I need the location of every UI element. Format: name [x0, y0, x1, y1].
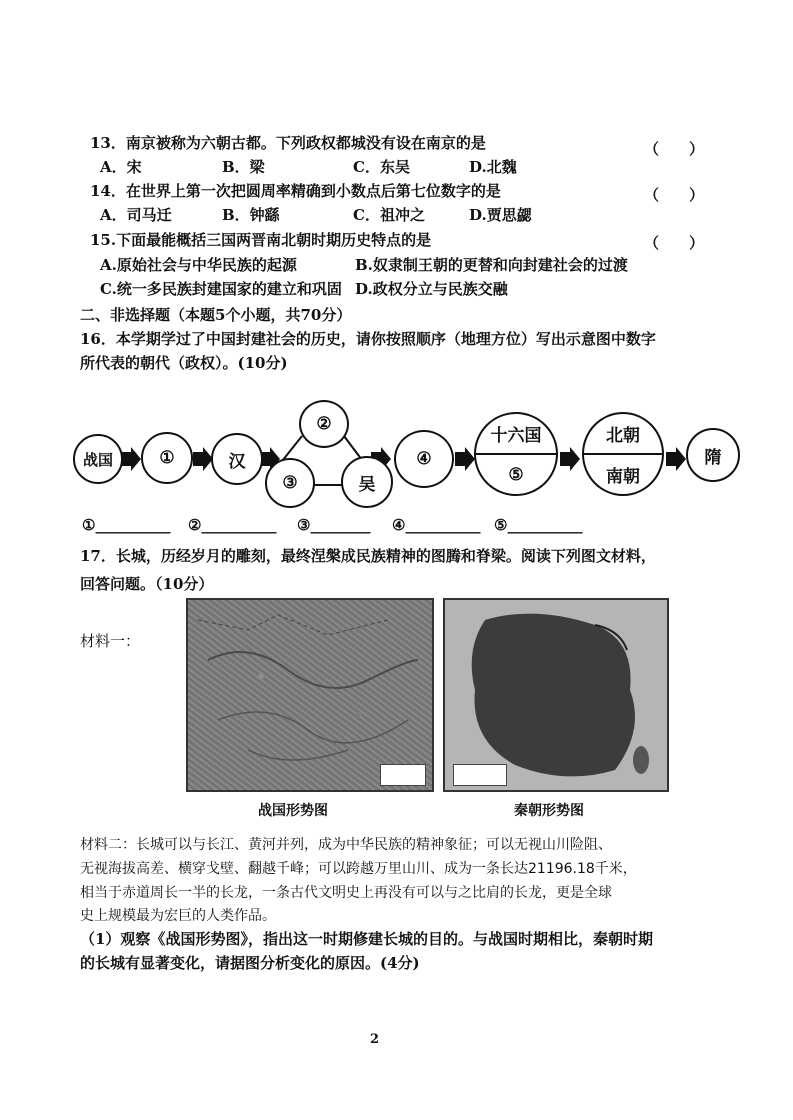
q14-option-c[interactable]: C．祖冲之 — [353, 206, 425, 224]
node-han: 汉 — [211, 433, 263, 485]
sub1-line1: （1）观察《战国形势图》，指出这一时期修建长城的目的。与战国时期相比，秦朝时期 — [80, 930, 653, 948]
answer-blank-5[interactable]: ⑤__________ — [494, 516, 583, 534]
q13-option-d[interactable]: D.北魏 — [469, 158, 517, 176]
node-sixteen-kingdoms — [474, 412, 558, 496]
node-sui: 隋 — [686, 428, 740, 482]
q16-stem-line2: 所代表的朝代（政权）。(10分) — [80, 354, 288, 372]
node-blank-3: ③ — [265, 458, 315, 508]
arrow-icon-6 — [560, 447, 580, 471]
answer-blank-2[interactable]: ②__________ — [188, 516, 277, 534]
qin-dynasty-map-image — [443, 598, 669, 792]
arrow-icon-1 — [121, 447, 141, 471]
node-beichao: 北朝 — [584, 414, 662, 455]
material1-label: 材料一： — [80, 632, 141, 650]
q17-stem-line1: 17．长城，历经岁月的雕刻，最终涅槃成民族精神的图腾和脊梁。阅读下列图文材料， — [80, 547, 656, 565]
q15-option-a[interactable]: A.原始社会与中华民族的起源 — [100, 256, 297, 274]
q15-option-c[interactable]: C.统一多民族封建国家的建立和巩固 — [100, 280, 342, 298]
q16-stem-line1: 16．本学期学过了中国封建社会的历史，请你按照顺序（地理方位）写出示意图中数字 — [80, 330, 656, 348]
node-wu: 吴 — [341, 456, 393, 508]
q13-stem: 13．南京被称为六朝古都。下列政权都城没有设在南京的是 — [90, 134, 486, 152]
q13-option-b[interactable]: B．梁 — [222, 158, 265, 176]
q13-option-a[interactable]: A．宋 — [100, 158, 142, 176]
q15-option-d[interactable]: D.政权分立与民族交融 — [355, 280, 508, 298]
node-blank-4: ④ — [394, 430, 454, 488]
material2-line2: 无视海拔高差、横穿戈壁、翻越千峰；可以跨越万里山川、成为一条长达21196.18千米， — [80, 861, 637, 877]
q15-option-b[interactable]: B.奴隶制王朝的更替和向封建社会的过渡 — [355, 256, 628, 274]
node-blank-5: ⑤ — [508, 464, 524, 485]
q14-option-b[interactable]: B．钟繇 — [222, 206, 280, 224]
node-blank-1: ① — [141, 432, 193, 484]
q13-answer-paren[interactable]: （ ） — [644, 140, 705, 158]
material2-line3: 相当于赤道周长一半的长龙，一条古代文明史上再没有可以与之比肩的长龙，更是全球 — [80, 885, 612, 901]
warring-states-map-image — [186, 598, 434, 792]
map2-shape — [445, 600, 667, 790]
q17-stem-line2: 回答问题。（10分） — [80, 575, 214, 593]
arrow-icon-5 — [455, 447, 475, 471]
material2-line4: 史上规模最为宏巨的人类作品。 — [80, 908, 276, 924]
qin-map-caption: 秦朝形势图 — [514, 803, 584, 819]
q14-option-d[interactable]: D.贾思勰 — [469, 206, 532, 224]
section-heading: 二、非选择题（本题5个小题，共70分） — [80, 306, 352, 324]
node-sixteen-kingdoms-label: 十六国 — [476, 414, 556, 455]
material2-line1: 材料二：长城可以与长江、黄河并列，成为中华民族的精神象征；可以无视山川险阻、 — [80, 837, 612, 853]
answer-blank-4[interactable]: ④__________ — [392, 516, 481, 534]
q14-stem: 14．在世界上第一次把圆周率精确到小数点后第七位数字的是 — [90, 182, 501, 200]
page-number: 2 — [370, 1032, 380, 1047]
node-nanchao: 南朝 — [606, 467, 640, 487]
q14-option-a[interactable]: A．司马迁 — [100, 206, 172, 224]
map2-legend — [453, 764, 507, 786]
node-blank-2: ② — [299, 400, 349, 448]
answer-blank-1[interactable]: ①__________ — [82, 516, 171, 534]
node-northern-southern — [582, 412, 664, 496]
sub1-line2: 的长城有显著变化，请据图分析变化的原因。(4分) — [80, 954, 420, 972]
warring-states-map-caption: 战国形势图 — [258, 803, 328, 819]
map1-lines — [188, 600, 432, 790]
answer-blank-3[interactable]: ③________ — [297, 516, 371, 534]
q14-answer-paren[interactable]: （ ） — [644, 186, 705, 204]
q15-stem: 15.下面最能概括三国两晋南北朝时期历史特点的是 — [90, 231, 432, 249]
node-zhanguo: 战国 — [73, 434, 123, 484]
arrow-icon-2 — [193, 447, 213, 471]
q15-answer-paren[interactable]: （ ） — [644, 234, 705, 252]
arrow-icon-7 — [666, 447, 686, 471]
map1-legend — [380, 764, 426, 786]
q13-option-c[interactable]: C．东吴 — [353, 158, 410, 176]
